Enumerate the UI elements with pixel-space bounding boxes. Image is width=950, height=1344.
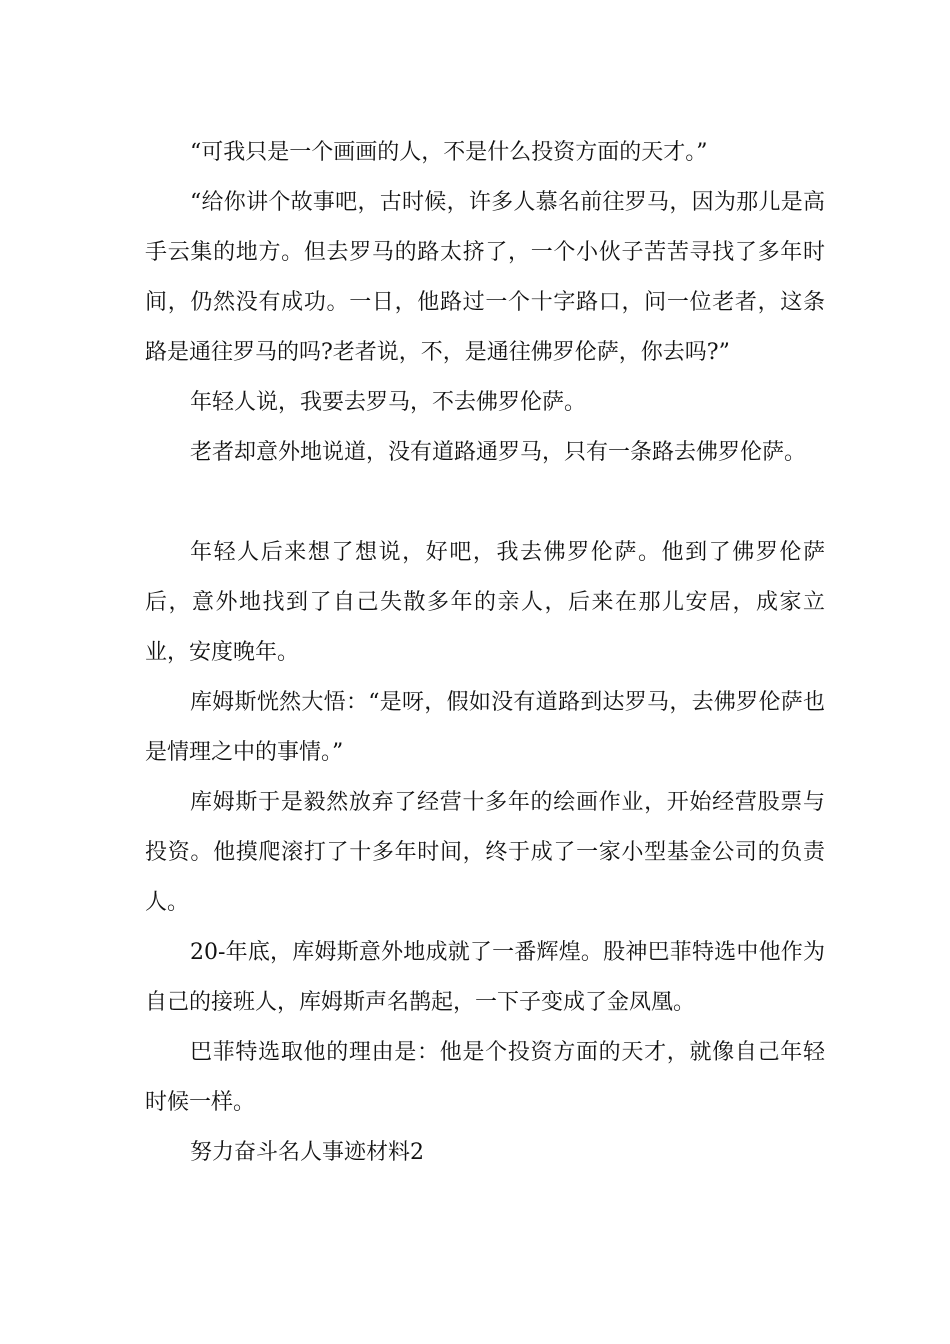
paragraph-9: 巴菲特选取他的理由是：他是个投资方面的天才，就像自己年轻时候一样。	[145, 1040, 825, 1115]
document-body	[145, 128, 825, 1178]
paragraph-1: “可我只是一个画画的人，不是什么投资方面的天才。”	[190, 140, 708, 165]
paragraph-6: 库姆斯恍然大悟：“是呀，假如没有道路到达罗马，去佛罗伦萨也是情理之中的事情。”	[145, 690, 825, 765]
paragraph-8: 20-年底，库姆斯意外地成就了一番辉煌。股神巴菲特选中他作为自己的接班人，库姆斯声名鹊起，一下子变成了金凤凰。	[145, 940, 825, 1015]
paragraph-3: 年轻人说，我要去罗马，不去佛罗伦萨。	[190, 390, 587, 415]
paragraph-5: 年轻人后来想了想说，好吧，我去佛罗伦萨。他到了佛罗伦萨后，意外地找到了自己失散多年的亲人，后来在那儿安居，成家立业，安度晚年。	[145, 540, 825, 665]
paragraph-4: 老者却意外地说道，没有道路通罗马，只有一条路去佛罗伦萨。	[190, 440, 807, 465]
paragraph-7: 库姆斯于是毅然放弃了经营十多年的绘画作业，开始经营股票与投资。他摸爬滚打了十多年时间，终于成了一家小型基金公司的负责人。	[145, 790, 825, 915]
paragraph-2: “给你讲个故事吧，古时候，许多人慕名前往罗马，因为那儿是高手云集的地方。但去罗马的路太挤了，一个小伙子苦苦寻找了多年时间，仍然没有成功。一日，他路过一个十字路口，问一位老者，这条路是通往罗马的吗?老者说，不，是通往佛罗伦萨，你去吗?”	[145, 190, 825, 365]
section-title: 努力奋斗名人事迹材料2	[190, 1140, 424, 1165]
